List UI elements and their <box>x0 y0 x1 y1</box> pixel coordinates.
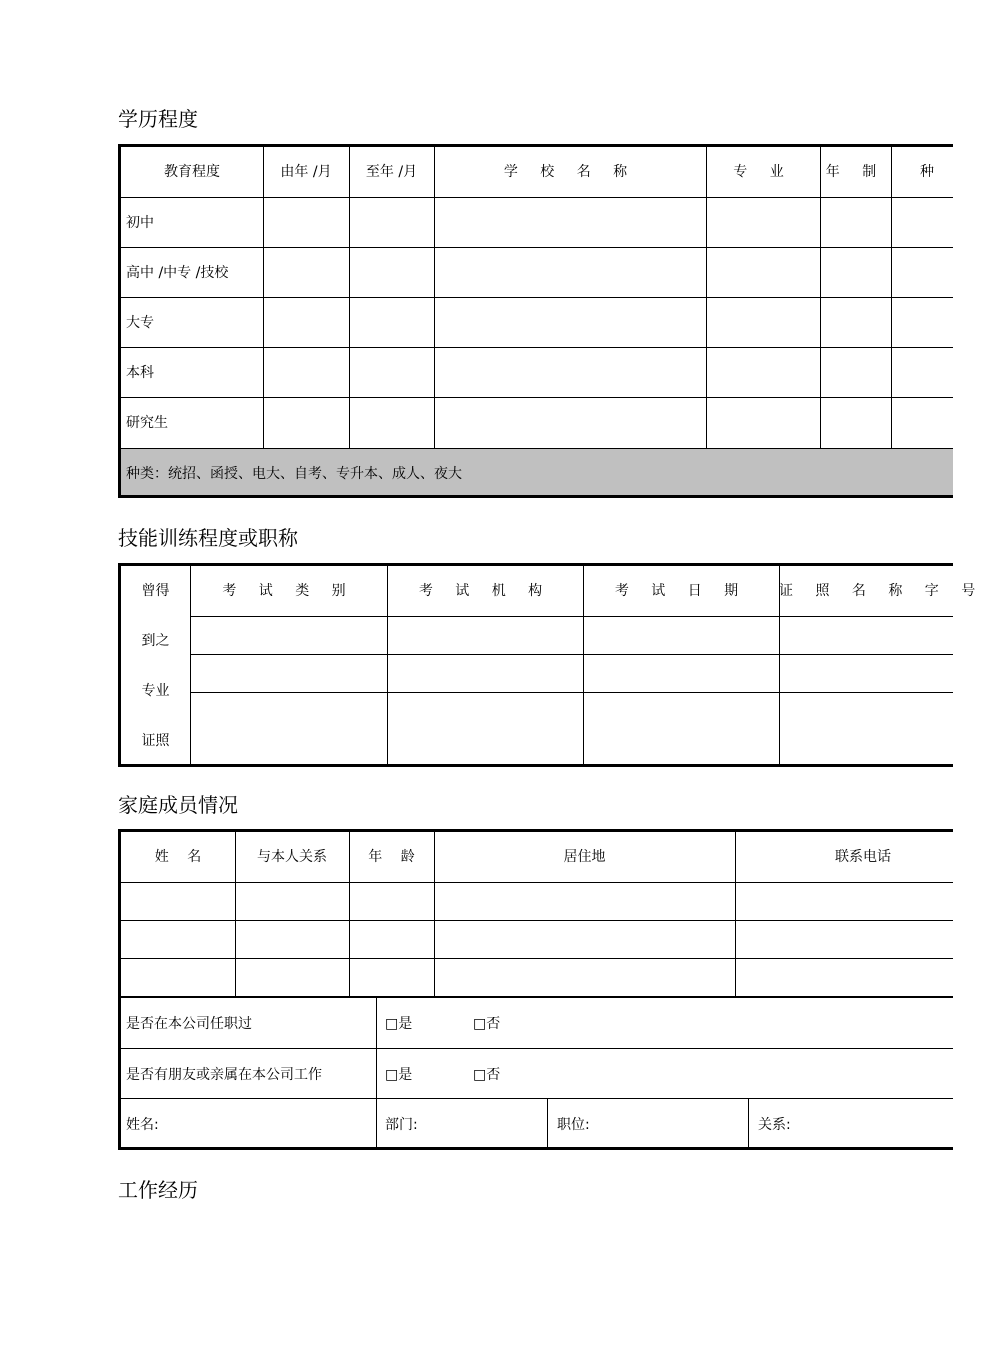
question-worked-here: 是否在本公司任职过 <box>126 1016 252 1032</box>
skills-side-label-2: 到之 <box>141 633 170 649</box>
header-type: 种 <box>920 164 934 180</box>
education-section-title: 学历程度 <box>118 107 198 131</box>
header-phone: 联系电话 <box>835 849 891 865</box>
header-from-date: 由年 /月 <box>280 164 332 180</box>
relative-name-label: 姓名: <box>126 1117 159 1133</box>
work-section-title: 工作经历 <box>118 1178 198 1202</box>
checkbox-worked-here-yes[interactable]: □是 <box>385 1016 413 1032</box>
checkbox-relatives-no[interactable]: □否 <box>473 1067 501 1083</box>
checkbox-relatives-yes[interactable]: □是 <box>385 1067 413 1083</box>
skills-side-label-1: 曾得 <box>141 583 170 599</box>
header-exam-institution: 考 试 机 构 <box>418 583 552 599</box>
relative-department-label: 部门: <box>385 1117 418 1133</box>
relative-position-label: 职位: <box>557 1117 590 1133</box>
header-to-date: 至年 /月 <box>365 164 418 180</box>
education-type-note: 种类：统招、函授、电大、自考、专升本、成人、夜大 <box>126 466 462 482</box>
header-age: 年 龄 <box>368 849 415 865</box>
checkbox-worked-here-no[interactable]: □否 <box>473 1016 501 1032</box>
skills-side-label-4: 证照 <box>141 733 170 749</box>
education-table <box>118 144 953 498</box>
header-education-level: 教育程度 <box>164 164 220 180</box>
header-certificate-name: 证 照 名 称 字 号 <box>779 583 985 599</box>
row-label-graduate: 研究生 <box>126 415 168 431</box>
skills-table <box>118 563 985 767</box>
row-label-junior-high: 初中 <box>126 215 154 231</box>
family-section-title: 家庭成员情况 <box>118 793 238 817</box>
header-major: 专 业 <box>733 164 793 180</box>
question-relatives-here: 是否有朋友或亲属在本公司工作 <box>126 1067 322 1083</box>
header-school-name: 学 校 名 称 <box>503 164 637 180</box>
skills-side-label-3: 专业 <box>141 683 170 699</box>
row-label-senior-high: 高中 /中专 /技校 <box>126 265 229 281</box>
header-relationship: 与本人关系 <box>257 849 327 865</box>
row-label-bachelor: 本科 <box>126 365 154 381</box>
family-table <box>118 829 953 1150</box>
relative-relation-label: 关系: <box>758 1117 791 1133</box>
skills-section-title: 技能训练程度或职称 <box>118 526 298 550</box>
header-years: 年 制 <box>825 164 886 180</box>
header-exam-date: 考 试 日 期 <box>614 583 748 599</box>
header-member-name: 姓 名 <box>154 849 202 865</box>
header-exam-category: 考 试 类 别 <box>222 583 355 599</box>
row-label-college: 大专 <box>126 315 154 331</box>
header-residence: 居住地 <box>563 849 606 865</box>
